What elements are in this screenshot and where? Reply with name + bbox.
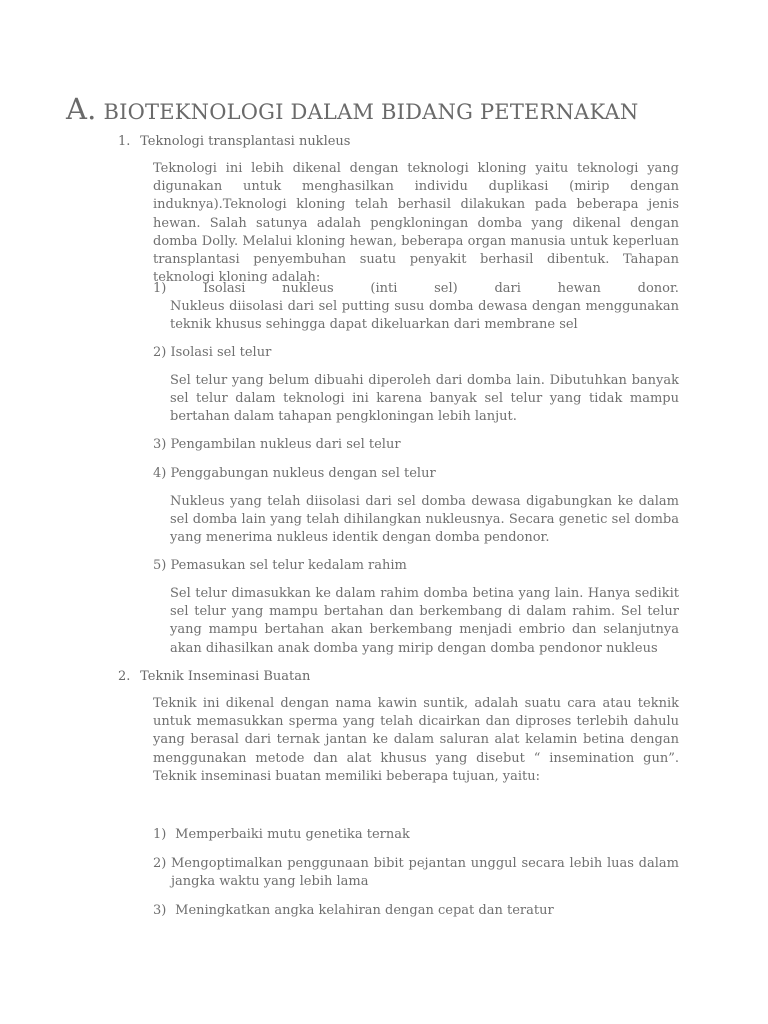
step-1-word: hewan	[557, 281, 601, 296]
step-1-description: Nukleus diisolasi dari sel putting susu domba dewasa dengan menggunakan teknik khusus sehingga dapat dikeluarkan dari membrane sel	[170, 299, 679, 333]
goal-item	[153, 902, 554, 920]
step-1-heading	[153, 280, 679, 298]
title-letter: A.	[66, 92, 97, 126]
step-1-word: sel)	[434, 281, 458, 296]
step-4-heading: 4) Penggabungan nukleus dengan sel telur	[153, 466, 436, 481]
step-5-heading: 5) Pemasukan sel telur kedalam rahim	[153, 558, 407, 573]
section-1-number: 1.	[118, 134, 131, 149]
step-3-heading: 3) Pengambilan nukleus dari sel telur	[153, 437, 401, 452]
section-2-heading	[118, 669, 310, 684]
goal-number: 1)	[153, 827, 167, 842]
step-4-description: Nukleus yang telah diisolasi dari sel domba dewasa digabungkan ke dalam sel domba lain yang telah dihilangkan nukleusnya. Secara genetic sel domba yang menerima nukleus identik dengan domba pendonor.	[170, 494, 679, 546]
goal-item	[153, 855, 679, 891]
step-1-word: nukleus	[282, 281, 334, 296]
step-2-heading: 2) Isolasi sel telur	[153, 345, 272, 360]
step-1-words	[153, 280, 679, 298]
step-2-description: Sel telur yang belum dibuahi diperoleh dari domba lain. Dibutuhkan banyak sel telur dalam teknologi ini karena banyak sel telur yang tidak mampu bertahan dalam tahapan pengkloningan lebih lanjut.	[170, 373, 679, 425]
section-2-title: Teknik Inseminasi Buatan	[140, 669, 311, 684]
step-1-word: Isolasi	[203, 281, 246, 296]
title-text: BIOTEKNOLOGI DALAM BIDANG PETERNAKAN	[103, 100, 639, 124]
section-1-heading	[118, 134, 350, 149]
step-5-description: Sel telur dimasukkan ke dalam rahim domba betina yang lain. Hanya sedikit sel telur yang mampu bertahan dan berkembang di dalam rahim. Sel telur yang mampu bertahan akan berkembang menjadi embrio dan selanjutnya akan dihasilkan anak domba yang mirip dengan domba pendonor nukleus	[170, 586, 679, 656]
section-1-title: Teknologi transplantasi nukleus	[140, 134, 351, 149]
goal-number: 2)	[153, 856, 167, 871]
goal-text: Memperbaiki mutu genetika ternak	[175, 827, 410, 842]
goal-item	[153, 826, 410, 844]
step-1-word: donor.	[637, 281, 679, 296]
section-1-intro: Teknologi ini lebih dikenal dengan teknologi kloning yaitu teknologi yang digunakan untuk menghasilkan individu duplikasi (mirip dengan induknya).Teknologi kloning telah berhasil dilakukan pada beberapa jenis hewan. Salah satunya adalah pengkloningan domba yang dikenal dengan domba Dolly. Melalui kloning hewan, beberapa organ manusia untuk keperluan transplantasi penyembuhan suatu penyakit berhasil dibentuk. Tahapan teknologi kloning adalah:	[153, 161, 679, 286]
section-2-number: 2.	[118, 669, 131, 684]
step-1-word: (inti	[370, 281, 398, 296]
step-1-word: dari	[494, 281, 521, 296]
goal-text: Meningkatkan angka kelahiran dengan cepat dan teratur	[175, 903, 554, 918]
goal-number: 3)	[153, 903, 167, 918]
section-2-intro: Teknik ini dikenal dengan nama kawin suntik, adalah suatu cara atau teknik untuk memasukkan sperma yang telah dicairkan dan diproses terlebih dahulu yang berasal dari ternak jantan ke dalam saluran alat kelamin betina dengan menggunakan metode dan alat khusus yang disebut “ insemination gun”. Teknik inseminasi buatan memiliki beberapa tujuan, yaitu:	[153, 696, 679, 784]
step-1-number: 1)	[153, 281, 167, 296]
page-title	[66, 92, 639, 126]
goal-text: Mengoptimalkan penggunaan bibit pejantan unggul secara lebih luas dalam jangka waktu yang lebih lama	[171, 856, 679, 890]
